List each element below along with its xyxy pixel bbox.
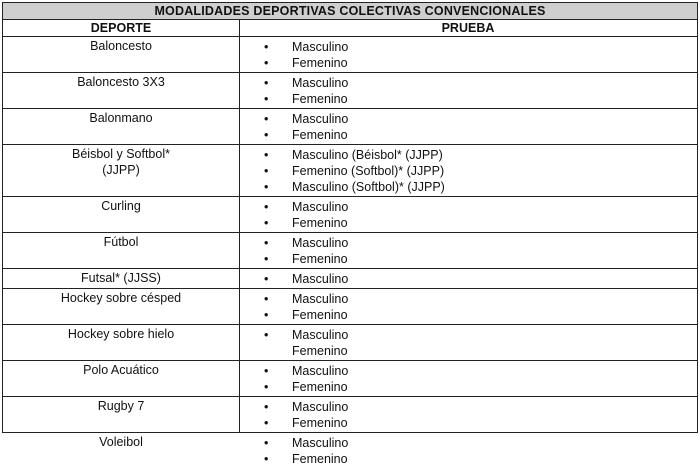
event-item [239, 291, 697, 307]
event-label: Masculino [292, 292, 349, 306]
event-label: Masculino [292, 40, 349, 54]
sport-name-line: Fútbol [103, 235, 139, 249]
event-item [239, 415, 697, 431]
sport-name [3, 110, 239, 126]
event-item [239, 215, 697, 231]
event-item [239, 435, 697, 451]
event-label: Masculino [292, 400, 349, 414]
table-row [3, 73, 697, 109]
bullet-icon: • [264, 216, 269, 230]
sport-name-line: Futsal* (JJSS) [81, 271, 161, 285]
event-label: Masculino (Béisbol* (JJPP) [292, 148, 443, 162]
sport-name-line: Béisbol y Softbol* [72, 147, 170, 161]
bullet-icon: • [264, 148, 269, 162]
bullet-icon: • [264, 128, 269, 142]
sport-name [3, 74, 239, 90]
table-row [3, 145, 697, 197]
event-item [239, 75, 697, 91]
table-title: MODALIDADES DEPORTIVAS COLECTIVAS CONVENCIONALES [3, 3, 697, 20]
sport-name-line: Hockey sobre hielo [67, 327, 175, 341]
sport-name-line: Baloncesto 3X3 [77, 75, 165, 89]
event-list [239, 399, 697, 431]
event-item [239, 111, 697, 127]
sport-name-line: Voleibol [99, 435, 143, 449]
event-label: Masculino [292, 364, 349, 378]
event-list [239, 75, 697, 107]
event-label: Femenino [292, 344, 348, 358]
event-label: Femenino [292, 216, 348, 230]
event-item [239, 163, 697, 179]
event-item [239, 251, 697, 267]
event-item [239, 39, 697, 55]
event-item [239, 235, 697, 251]
bullet-icon: • [264, 416, 269, 430]
bullet-icon: • [264, 380, 269, 394]
table-row [3, 325, 697, 361]
bullet-icon: • [264, 328, 269, 342]
bullet-icon: • [264, 112, 269, 126]
sport-name-line: Hockey sobre césped [60, 291, 182, 305]
table-row [3, 289, 697, 325]
event-item [239, 127, 697, 143]
sport-name [3, 362, 239, 378]
header-sport: DEPORTE [90, 21, 152, 35]
sport-name [3, 146, 239, 178]
event-item [239, 55, 697, 71]
sport-name [3, 198, 239, 214]
sport-name [3, 290, 239, 306]
sport-name-line: Balonmano [89, 111, 153, 125]
table-row [3, 197, 697, 233]
sport-name [3, 326, 239, 342]
event-list [239, 39, 697, 71]
event-item [239, 451, 697, 467]
event-list [239, 111, 697, 143]
event-label: Masculino [292, 272, 349, 286]
sport-name-line: Rugby 7 [97, 399, 145, 413]
bullet-icon: • [264, 76, 269, 90]
bullet-icon: • [264, 92, 269, 106]
event-list [239, 235, 697, 267]
table-row [3, 233, 697, 269]
table-row [3, 109, 697, 145]
table-row [3, 269, 697, 289]
sport-name-line: (JJPP) [102, 163, 140, 177]
event-item [239, 91, 697, 107]
bullet-icon: • [264, 308, 269, 322]
event-item [239, 399, 697, 415]
event-label: Femenino [292, 128, 348, 142]
event-label: Femenino [292, 452, 348, 466]
event-list [239, 327, 697, 359]
event-list [239, 291, 697, 323]
table-header [3, 20, 697, 37]
bullet-icon: • [264, 252, 269, 266]
event-item [239, 327, 697, 343]
sport-name [3, 234, 239, 250]
event-label: Masculino (Softbol)* (JJPP) [292, 180, 445, 194]
event-list [239, 199, 697, 231]
event-label: Masculino [292, 236, 349, 250]
event-item [239, 307, 697, 323]
bullet-icon: • [264, 236, 269, 250]
event-list [239, 435, 697, 467]
bullet-icon: • [264, 180, 269, 194]
event-label: Masculino [292, 76, 349, 90]
bullet-icon: • [264, 452, 269, 466]
sport-name [3, 398, 239, 414]
table-row [3, 361, 697, 397]
sport-name [3, 38, 239, 54]
sport-name-line: Polo Acuático [83, 363, 159, 377]
bullet-icon: • [264, 292, 269, 306]
event-item [239, 363, 697, 379]
event-label: Femenino [292, 56, 348, 70]
bullet-icon: • [264, 40, 269, 54]
bullet-icon: • [264, 400, 269, 414]
event-list [239, 363, 697, 395]
event-item [239, 343, 697, 359]
bullet-icon: • [264, 364, 269, 378]
sport-name-line: Curling [101, 199, 141, 213]
event-item [239, 379, 697, 395]
event-item [239, 199, 697, 215]
bullet-icon: • [264, 272, 269, 286]
event-label: Femenino [292, 92, 348, 106]
event-label: Masculino [292, 200, 349, 214]
event-label: Femenino (Softbol)* (JJPP) [292, 164, 445, 178]
sport-name [3, 434, 239, 450]
header-event: PRUEBA [441, 21, 495, 35]
event-label: Masculino [292, 328, 349, 342]
sports-table [2, 2, 698, 466]
bullet-icon: • [264, 56, 269, 70]
sport-name-line: Baloncesto [90, 39, 152, 53]
event-label: Masculino [292, 436, 349, 450]
bullet-icon: • [264, 436, 269, 450]
event-label: Femenino [292, 380, 348, 394]
event-label: Femenino [292, 308, 348, 322]
sport-name [3, 270, 239, 286]
event-list [239, 147, 697, 195]
event-label: Masculino [292, 112, 349, 126]
event-item [239, 271, 697, 287]
table-row [3, 37, 697, 73]
event-item [239, 147, 697, 163]
event-list [239, 271, 697, 287]
bullet-icon: • [264, 200, 269, 214]
table-row [3, 397, 697, 433]
table-row [3, 433, 697, 469]
bullet-icon: • [264, 164, 269, 178]
event-label: Femenino [292, 252, 348, 266]
event-label: Femenino [292, 416, 348, 430]
event-item [239, 179, 697, 195]
